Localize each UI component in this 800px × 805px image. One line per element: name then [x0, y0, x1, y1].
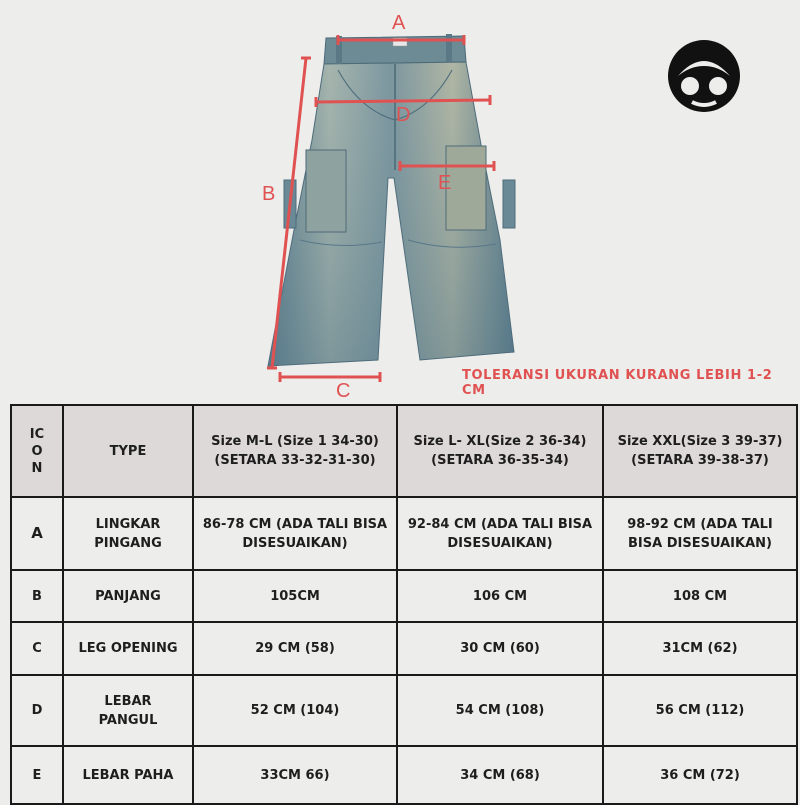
table-row	[11, 622, 797, 675]
cell-size-1: 33CM 66)	[193, 746, 397, 804]
cell-size-3: 56 CM (112)	[603, 675, 797, 746]
row-type: LEBAR PANGUL	[63, 675, 193, 746]
row-type: LINGKAR PINGANG	[63, 497, 193, 570]
header-size-3: Size XXL(Size 3 39-37) (SETARA 39-38-37)	[603, 405, 797, 497]
table-row	[11, 497, 797, 570]
cell-size-2: 54 CM (108)	[397, 675, 603, 746]
row-type: LEBAR PAHA	[63, 746, 193, 804]
cell-size-1: 86-78 CM (ADA TALI BISA DISESUAIKAN)	[193, 497, 397, 570]
header-size-1: Size M-L (Size 1 34-30) (SETARA 33-32-31-30)	[193, 405, 397, 497]
cell-size-1: 52 CM (104)	[193, 675, 397, 746]
row-icon: E	[11, 746, 63, 804]
row-icon: B	[11, 570, 63, 622]
label-e: E	[438, 172, 452, 194]
tolerance-note: TOLERANSI UKURAN KURANG LEBIH 1-2 CM	[462, 368, 773, 398]
table-row	[11, 746, 797, 804]
label-b: B	[262, 183, 276, 205]
cell-size-2: 34 CM (68)	[397, 746, 603, 804]
cell-size-1: 105CM	[193, 570, 397, 622]
brand-logo-icon	[662, 36, 746, 116]
measure-line-c	[280, 372, 380, 382]
header-size-2: Size L- XL(Size 2 36-34) (SETARA 36-35-34)	[397, 405, 603, 497]
cell-size-3: 108 CM	[603, 570, 797, 622]
size-chart-table	[10, 404, 798, 805]
cell-size-3: 36 CM (72)	[603, 746, 797, 804]
header-icon: IC O N	[11, 405, 63, 497]
cell-size-1: 29 CM (58)	[193, 622, 397, 675]
label-a: A	[392, 12, 406, 34]
table-row	[11, 675, 797, 746]
cell-size-3: 98-92 CM (ADA TALI BISA DISESUAIKAN)	[603, 497, 797, 570]
jeans-image	[268, 34, 515, 366]
cell-size-3: 31CM (62)	[603, 622, 797, 675]
cell-size-2: 92-84 CM (ADA TALI BISA DISESUAIKAN)	[397, 497, 603, 570]
row-icon: C	[11, 622, 63, 675]
row-icon: D	[11, 675, 63, 746]
row-type: PANJANG	[63, 570, 193, 622]
cell-size-2: 30 CM (60)	[397, 622, 603, 675]
label-c: C	[336, 380, 351, 402]
header-type: TYPE	[63, 405, 193, 497]
row-type: LEG OPENING	[63, 622, 193, 675]
cell-size-2: 106 CM	[397, 570, 603, 622]
label-d: D	[396, 104, 411, 126]
table-header-row	[11, 405, 797, 497]
table-row	[11, 570, 797, 622]
row-icon: A	[11, 497, 63, 570]
